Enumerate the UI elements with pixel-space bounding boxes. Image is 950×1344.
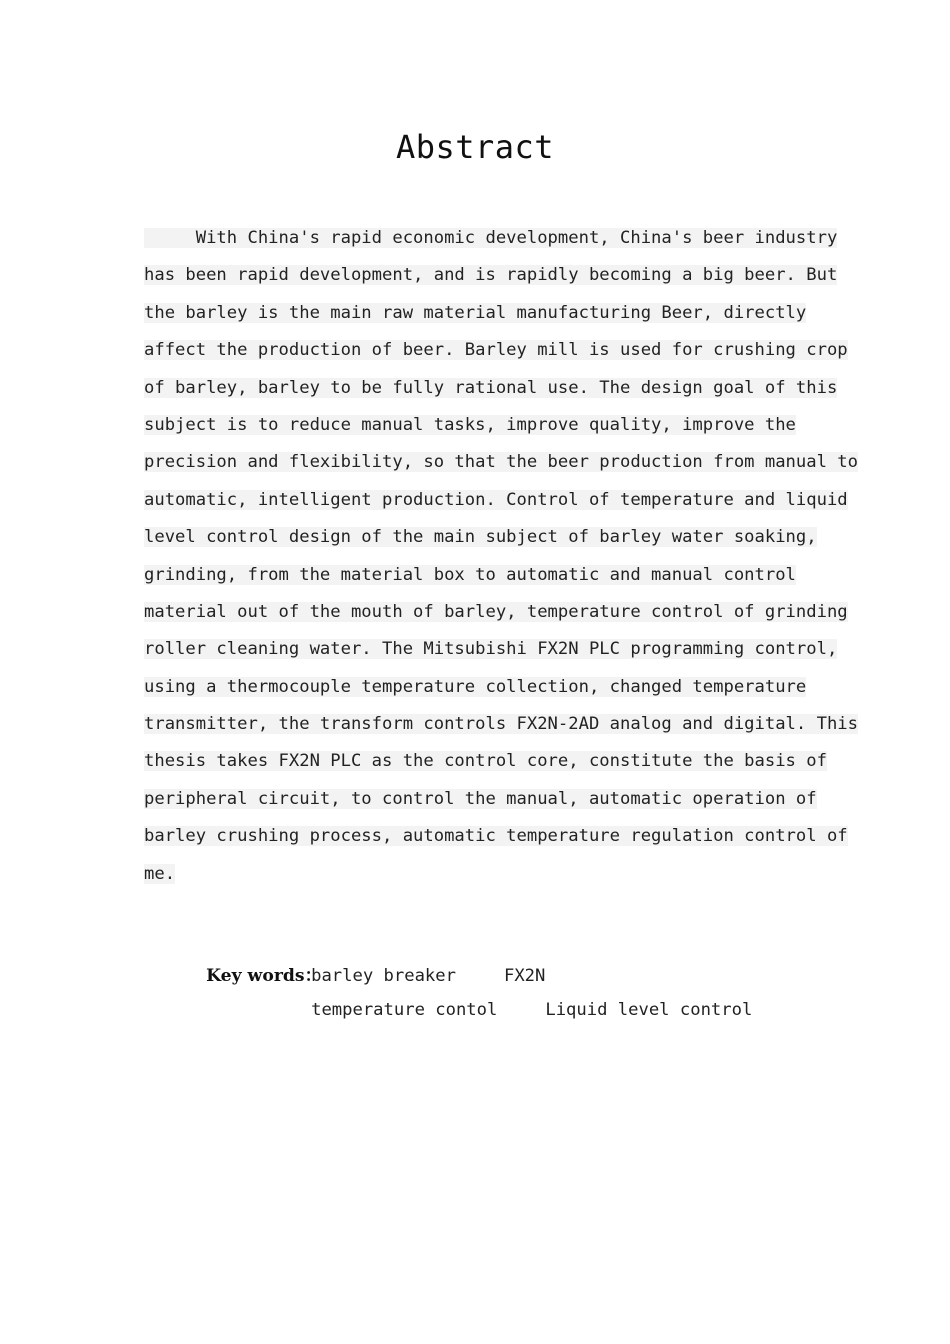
paragraph-line <box>144 818 848 855</box>
paragraph-line <box>144 444 858 481</box>
keywords-label: Key words： <box>206 966 322 986</box>
paragraph-line <box>144 519 824 556</box>
keyword-item: FX2N <box>503 966 546 986</box>
paragraph-line <box>144 669 824 706</box>
paragraph-line-text: subject is to reduce manual tasks, improve quality, improve the <box>144 414 796 435</box>
paragraph-line <box>144 706 858 743</box>
paragraph-line <box>144 557 824 594</box>
paragraph-line <box>144 257 838 294</box>
paragraph-line-text: material out of the mouth of barley, temperature control of grinding <box>144 601 848 622</box>
paragraph-line-text: peripheral circuit, to control the manual, automatic operation of <box>144 788 817 809</box>
paragraph-line <box>144 781 824 818</box>
paragraph-line-text: automatic, intelligent production. Control of temperature and liquid <box>144 489 848 510</box>
paragraph-line <box>144 631 838 668</box>
paragraph-line <box>144 743 827 780</box>
paragraph-line <box>144 220 838 257</box>
keyword-item: temperature contol <box>311 1000 498 1020</box>
paragraph-line-text: roller cleaning water. The Mitsubishi FX2N PLC programming control, <box>144 639 838 660</box>
paragraph-line-text: thesis takes FX2N PLC as the control core, constitute the basis of <box>144 751 827 772</box>
paragraph-line <box>144 594 848 631</box>
paragraph-line <box>144 407 824 444</box>
keyword-item: Liquid level control <box>545 1000 753 1020</box>
paragraph-line-text: has been rapid development, and is rapidly becoming a big beer. But <box>144 265 838 286</box>
keywords-row <box>144 925 824 986</box>
paragraph-line-text: the barley is the main raw material manufacturing Beer, directly <box>144 302 807 323</box>
keyword-item: barley breaker <box>311 966 456 986</box>
paragraph-line-text: affect the production of beer. Barley mill is used for crushing crop <box>144 340 848 361</box>
paragraph-line-text: using a thermocouple temperature collection, changed temperature <box>144 676 807 697</box>
paragraph-line <box>144 370 838 407</box>
paragraph-line-text: precision and flexibility, so that the beer production from manual to <box>144 452 858 473</box>
paragraph-line-text: me. <box>144 863 176 884</box>
paragraph-line-text: level control design of the main subject of barley water soaking, <box>144 527 817 548</box>
paragraph-line-text: grinding, from the material box to automatic and manual control <box>144 564 796 585</box>
keywords-row <box>144 959 824 1020</box>
paragraph-line <box>144 856 824 893</box>
paragraph-line-text: barley crushing process, automatic temperature regulation control of <box>144 826 848 847</box>
paragraph-line-text: transmitter, the transform controls FX2N-2AD analog and digital. This <box>144 714 858 735</box>
keywords-section <box>144 925 824 1020</box>
document-title: Abstract <box>395 128 555 166</box>
paragraph-line-text: of barley, barley to be fully rational use. The design goal of this <box>144 377 838 398</box>
paragraph-line-text: With China's rapid economic development, China's beer industry <box>144 228 838 248</box>
paragraph-line <box>144 332 848 369</box>
paragraph-line <box>144 482 848 519</box>
abstract-paragraph <box>144 220 858 893</box>
paragraph-line <box>144 295 824 332</box>
